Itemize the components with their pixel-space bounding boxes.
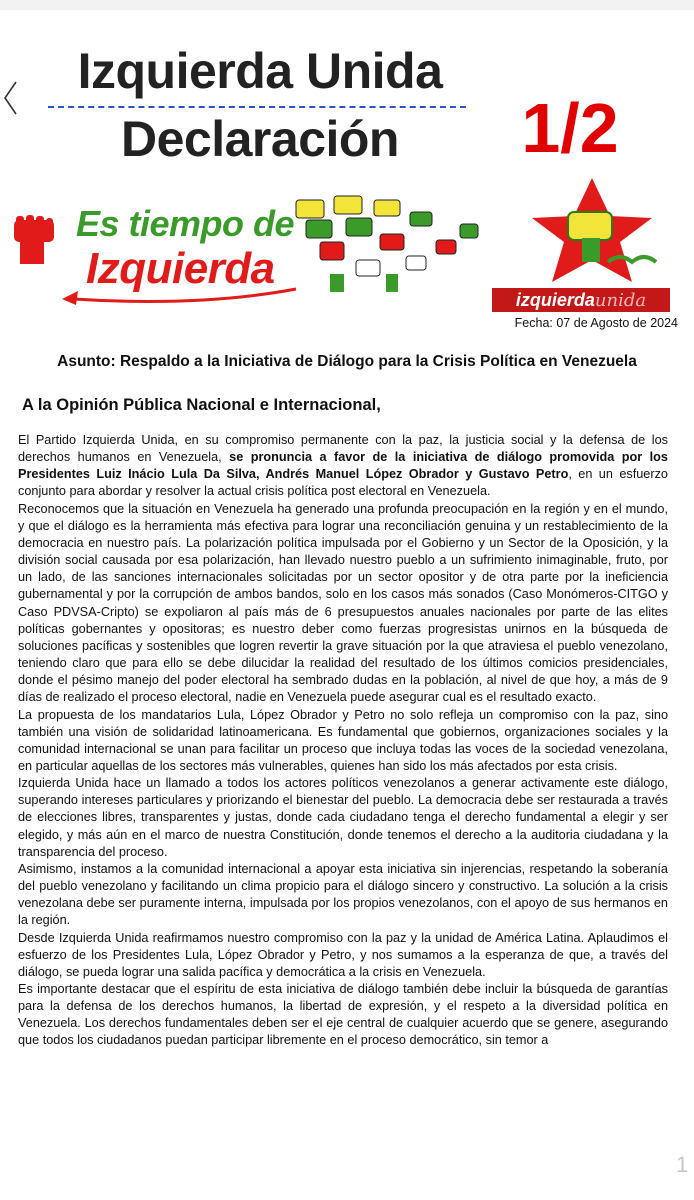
fists-illustration [290,190,510,300]
star-logo-icon [512,176,672,286]
paragraph-1: El Partido Izquierda Unida, en su compromiso permanente con la paz, la justicia social y la defensa de los derechos humanos en Venezuela, se pronuncia a favor de la iniciativa de diálogo promovida por los Presidentes Luiz Inácio Lula Da Silva, Andrés Manuel López Obrador y Gustavo Petro, en un esfuerzo conjunto para abordar y resolver la actual crisis política post electoral en Venezuela. [18,433,668,499]
paragraph-6: Desde Izquierda Unida reafirmamos nuestro compromiso con la paz y la unidad de América Latina. Aplaudimos el esfuerzo de los Presidentes Lula, López Obrador y Petro, y nos sumamos a la esperanza de que, a través del diálogo, se pueda lograr una salida pacífica y democrática a la crisis en Venezuela. [18,930,668,979]
title-divider [48,106,466,108]
paragraph-1-highlight: se pronuncia a favor de la iniciativa de diálogo promovida por los Presidentes Luiz Inácio Lula Da Silva, Andrés Manuel López Obrador y Gustavo Petro [18,450,668,482]
document-body [18,432,668,1050]
title-line1: Izquierda Unida [77,43,443,99]
subject-line: Asunto: Respaldo a la Iniciativa de Diálogo para la Crisis Política en Venezuela [57,353,637,370]
document-date: Fecha: 07 de Agosto de 2024 [514,316,678,330]
arrow-icon [60,285,300,309]
brand-italic: unida [594,290,647,311]
page-number: 1 [676,1152,689,1177]
banner-line1: Es tiempo de [76,203,295,244]
brand-banner [492,288,670,312]
brand-bold: izquierda [515,290,595,310]
paragraph-7: Es importante destacar que el espíritu de esta iniciativa de diálogo también debe incluir la búsqueda de garantías para la defensa de los derechos humanos, la libertad de expresión, y el respeto a la diversidad política en Venezuela. Los derechos fundamentales deben ser el eje central de cualquier acuerdo que se genere, asegurando que todos los ciudadanos puedan participar libremente en el proceso democrático, sin temor a [18,982,668,1048]
title-line2: Declaración [121,111,399,167]
paragraph-5: Asimismo, instamos a la comunidad internacional a apoyar esta iniciativa sin injerencias, respetando la soberanía del pueblo venezolano y facilitando un clima propicio para el diálogo sincero y constructivo. La solución a la crisis venezolana debe ser puramente interna, impulsada por los propios venezolanos, con el apoyo de sus hermanos en la región. [18,861,668,928]
page-indicator: 1/2 [521,89,619,167]
top-bar [0,0,694,10]
fist-icon [8,210,68,270]
paragraph-3: La propuesta de los mandatarios Lula, López Obrador y Petro no solo refleja un compromiso con la paz, sino también una visión de solidaridad latinoamericana. Es fundamental que gobiernos, organizaciones sociales y la comunidad internacional se unan para facilitar un proceso que incluya todas las voces de la sociedad venezolana, en particular aquellas de los sectores más vulnerables, quienes han sido los más afectados por esta crisis. [18,707,668,773]
paragraph-2: Reconocemos que la situación en Venezuela ha generado una profunda preocupación en la región y en el mundo, y que el diálogo es la herramienta más efectiva para lograr una reconciliación genuina y un restablecimiento de la democracia en nuestro país. La polarización política impulsada por el Gobierno y un Sector de la Oposición, y la división social causada por esa polarización, han llevado nuestro pueblo a un sufrimiento inimaginable, fruto, por un lado, de las sanciones internacionales solicitadas por un sector opositor y de otra parte por la ineficiencia gubernamental y por la corrupción de ambos bandos, solo en los casos más sonados (Caso Monómeros-CITGO y Caso PDVSA-Cripto) se expoliaron al país más de 6 presupuestos anuales nacionales por parte de las elites políticas gobernantes y opositoras; es nuestro deber como fuerzas progresistas unirnos en la búsqueda de soluciones pacíficas y sostenibles que logren revertir la grave situación por la que atraviesa el pueblo venezolano, teniendo claro que para ello se debe dilucidar la realidad del resultado de los últimos comicios presidenciales, donde el pésimo manejo del poder electoral ha sembrado dudas en la población, al nivel de que hoy, a más de 9 días de realizado el proceso electoral, nadie en Venezuela puede asegurar cual es el resultado exacto. [18,501,668,705]
paragraph-4: Izquierda Unida hace un llamado a todos los actores políticos venezolanos a generar activamente este diálogo, superando intereses particulares y priorizando el bienestar del pueblo. La democracia debe ser restaurada a través de elecciones libres, transparentes y justas, donde cada ciudadano tenga el derecho fundamental a elegir y ser elegido, y más aún en el marco de nuestra Constitución, donde tenemos el derecho a la auditoria ciudadana y la transparencia del proceso. [18,776,668,859]
addressee: A la Opinión Pública Nacional e Internacional, [22,396,381,414]
banner-line2: Izquierda [86,244,275,293]
back-chevron-icon[interactable] [2,78,20,118]
